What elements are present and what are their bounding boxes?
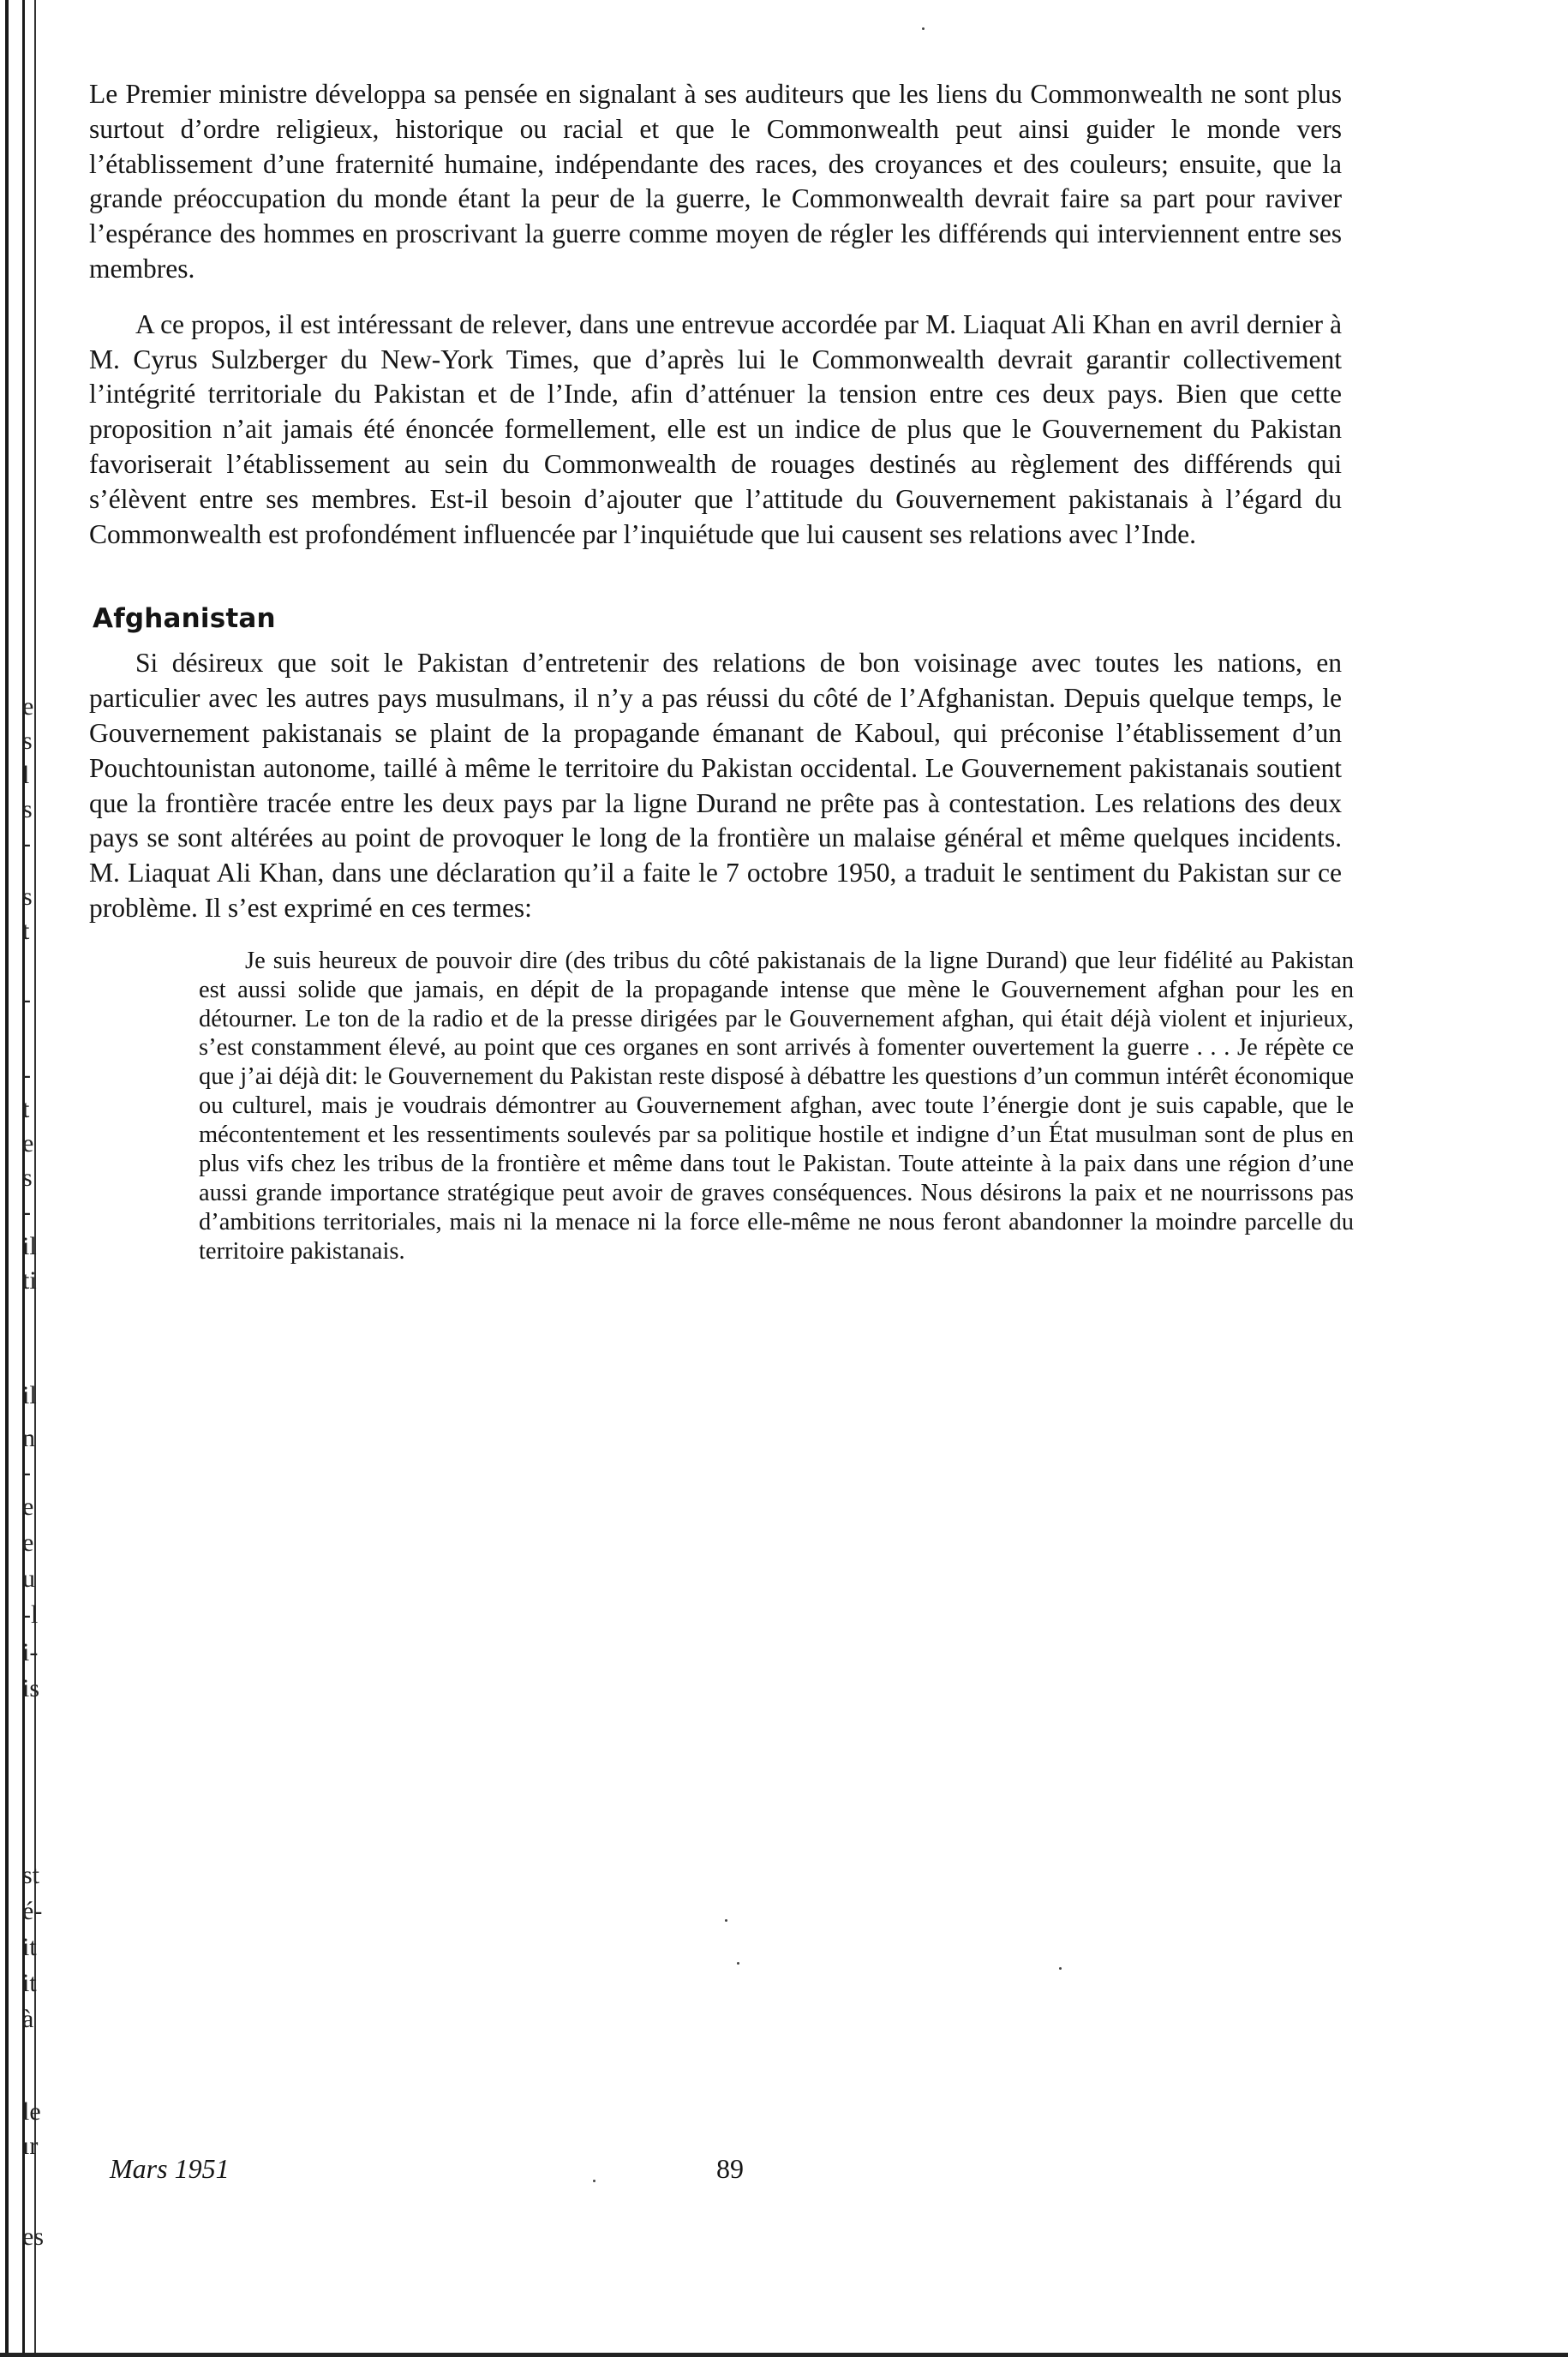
bleed-char: -l [22, 1600, 39, 1629]
bleed-char: l [22, 761, 30, 789]
bleed-char: e [22, 1129, 34, 1158]
scan-speck [922, 27, 925, 30]
scan-speck [737, 1962, 739, 1965]
bleed-char: il [22, 1381, 37, 1409]
bleed-char: - [22, 1061, 31, 1089]
block-quote: Je suis heureux de pouvoir dire (des tribus du côté pakistanais de la ligne Durand) que leur fidélité au Pakistan est aussi solide que jamais, en dépit de la propagande intense que mène le Gouvernement afghan pour les en détourner. Le ton de la radio et de la presse dirigées par le Gouvernement afghan, qui était déjà violent et injurieux, s’est constamment élevé, au point que ces organes en sont arrivés à fomenter ouvertement la guerre . . . Je répète ce que j’ai déjà dit: le Gouvernement du Pakistan reste disposé à débattre les questions d’un commun intérêt économique ou culturel, mais je voudrais démontrer au Gouvernement afghan, avec toute l’énergie dont je suis capable, que le mécontentement et les ressentiments soulevés par sa politique hostile et indigne d’un État musulman sont de plus en plus vifs chez les tribus de la frontière et même dans tout le Pakistan. Toute atteinte à la paix dans une région d’une aussi grande importance stratégique peut avoir de graves conséquences. Nous désirons la paix et ne nourrissons pas d’ambitions territoriales, mais ni la menace ni la force elle-même ne nous feront abandonner la moindre parcelle du territoire pakistanais. [199, 947, 1354, 1265]
section-heading: Afghanistan [93, 603, 276, 635]
scan-speck [1059, 1967, 1062, 1970]
bleed-char: e [22, 692, 34, 721]
bleed-char: s [22, 727, 33, 755]
bleed-char: i- [22, 1638, 39, 1666]
bleed-char: - [22, 1198, 31, 1226]
bleed-char: s [22, 795, 33, 823]
bleed-char: it [22, 1969, 37, 1997]
bleed-char: s [22, 1164, 33, 1192]
page-number: 89 [716, 2153, 744, 2184]
bleed-char: n [22, 1424, 35, 1452]
scan-speck [593, 2180, 595, 2182]
body-paragraph: A ce propos, il est intéressant de relever, dans une entrevue accordée par M. Liaquat Ali Khan en avril dernier à M. Cyrus Sulzberger du New-York Times, que d’après lui le Commonwealth devrait garantir collectivement l’intégrité territoriale du Pakistan et de l’Inde, afin d’atténuer la tension entre ces deux pays. Bien que cette proposition n’ait jamais été énoncée formellement, elle est un indice de plus que le Gouvernement du Pakistan favoriserait l’établissement au sein du Commonwealth de rouages destinés au règlement des différends qui s’élèvent entre ses membres. Est-il besoin d’ajouter que l’attitude du Gouvernement pakistanais à l’égard du Commonwealth est profondément influencée par l’inquiétude que lui causent ses relations avec l’Inde. [89, 308, 1342, 549]
bleed-char: es [22, 2222, 44, 2251]
page-bottom-edge [0, 2353, 1568, 2357]
bleed-char: à [22, 2005, 34, 2033]
bleed-char: é- [22, 1897, 43, 1925]
bleed-char: - [22, 985, 31, 1014]
bleed-char: e [22, 1493, 34, 1521]
bleed-char: - [22, 1458, 31, 1487]
bleed-char: e [22, 1528, 34, 1557]
bleed-char: il [22, 1232, 37, 1260]
left-margin-bleed [3, 0, 72, 2357]
bleed-char: t [22, 917, 30, 945]
bleed-char: - [22, 829, 31, 858]
bleed-char: is [22, 1674, 40, 1702]
bleed-char: s [22, 882, 33, 911]
bleed-char: ır [22, 2132, 39, 2160]
bleed-char: it [22, 1933, 37, 1961]
bleed-char: st [22, 1861, 40, 1889]
scan-speck [725, 1919, 727, 1922]
page-body [89, 77, 1354, 1266]
page-footer [0, 2153, 1568, 2196]
bleed-char: ti [22, 1266, 37, 1295]
bleed-char: t [22, 1095, 30, 1123]
footer-date: Mars 1951 [110, 2153, 230, 2184]
section-paragraph: Si désireux que soit le Pakistan d’entretenir des relations de bon voisinage avec toutes les nations, en particulier avec les autres pays musulmans, il n’y a pas réussi du côté de l’Afghanistan. Depuis quelque temps, le Gouvernement pakistanais se plaint de la propagande émanant de Kaboul, qui préconise l’établissement d’un Pouchtounistan autonome, taillé à même le territoire du Pakistan occidental. Le Gouvernement pakistanais soutient que la frontière tracée entre les deux pays par la ligne Durand ne prête pas à contestation. Les relations des deux pays se sont altérées au point de provoquer le long de la frontière un malaise général et même quelques incidents. M. Liaquat Ali Khan, dans une déclaration qu’il a faite le 7 octobre 1950, a traduit le sentiment du Pakistan sur ce problème. Il s’est exprimé en ces termes: [89, 648, 1342, 923]
body-paragraph: Le Premier ministre développa sa pensée en signalant à ses auditeurs que les liens du Commonwealth ne sont plus surtout d’ordre religieux, historique ou racial et que le Commonwealth peut ainsi guider le monde vers l’établissement d’une fraternité humaine, indépendante des races, des croyances et des couleurs; ensuite, que la grande préoccupation du monde étant la peur de la guerre, le Commonwealth devrait faire sa part pour raviver l’espérance des hommes en proscrivant la guerre comme moyen de régler les différends qui interviennent entre ses membres. [89, 79, 1342, 284]
bleed-char: le [22, 2097, 41, 2126]
bleed-char: u [22, 1564, 35, 1593]
